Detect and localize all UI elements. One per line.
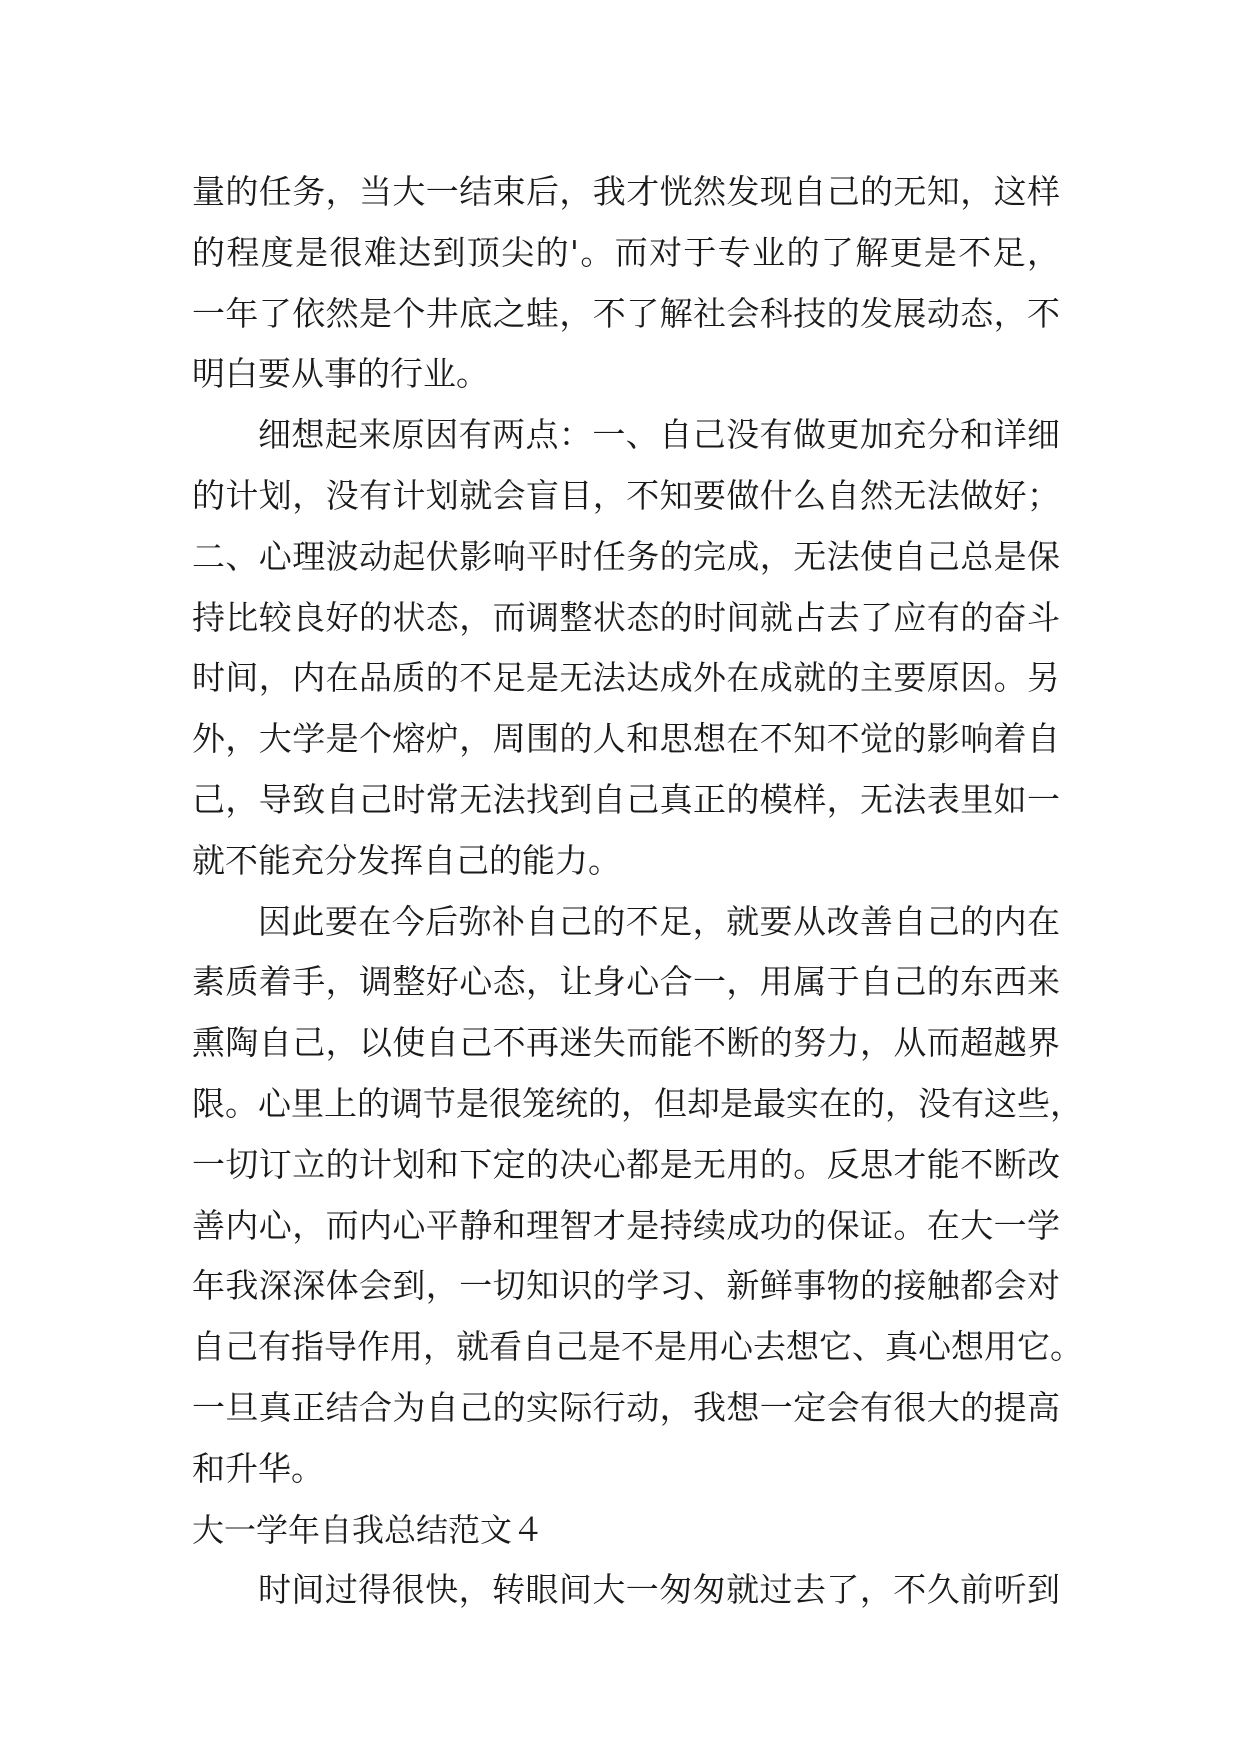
paragraph-line: 素质着手，调整好心态，让身心合一，用属于自己的东西来	[192, 962, 1060, 1002]
paragraph-line: 细想起来原因有两点：一、自己没有做更加充分和详细	[258, 415, 1060, 455]
document-body	[192, 162, 1083, 1621]
paragraph-line: 一切订立的计划和下定的决心都是无用的。反思才能不断改	[192, 1144, 1060, 1184]
paragraph-line: 自己有指导作用，就看自己是不是用心去想它、真心想用它。	[192, 1327, 1083, 1367]
paragraph-line: 和升华。	[192, 1448, 324, 1488]
paragraph-line: 二、心理波动起伏影响平时任务的完成，无法使自己总是保	[192, 536, 1060, 576]
paragraph-line: 善内心，而内心平静和理智才是持续成功的保证。在大一学	[192, 1205, 1060, 1245]
paragraph-line: 限。心里上的调节是很笼统的，但却是最实在的，没有这些，	[192, 1083, 1083, 1123]
paragraph-line: 持比较良好的状态，而调整状态的时间就占去了应有的奋斗	[192, 597, 1060, 637]
paragraph-line: 一旦真正结合为自己的实际行动，我想一定会有很大的提高	[192, 1387, 1060, 1427]
paragraph-line: 因此要在今后弥补自己的不足，就要从改善自己的内在	[258, 901, 1060, 941]
paragraph-line: 明白要从事的行业。	[192, 354, 489, 394]
paragraph-line: 就不能充分发挥自己的能力。	[192, 840, 621, 880]
paragraph-line: 己，导致自己时常无法找到自己真正的模样，无法表里如一	[192, 779, 1060, 819]
paragraph-line: 外，大学是个熔炉，周围的人和思想在不知不觉的影响着自	[192, 719, 1060, 759]
paragraph-line: 的程度是很难达到顶尖的'。而对于专业的了解更是不足，	[192, 232, 1060, 272]
paragraph-line: 一年了依然是个井底之蛙，不了解社会科技的发展动态，不	[192, 293, 1060, 333]
paragraph-line: 熏陶自己，以使自己不再迷失而能不断的努力，从而超越界	[192, 1023, 1060, 1063]
paragraph-line: 年我深深体会到，一切知识的学习、新鲜事物的接触都会对	[192, 1266, 1060, 1306]
paragraph-line: 时间过得很快，转眼间大一匆匆就过去了，不久前听到	[258, 1570, 1060, 1610]
paragraph-line: 时间，内在品质的不足是无法达成外在成就的主要原因。另	[192, 658, 1060, 698]
paragraph-line: 量的任务，当大一结束后，我才恍然发现自己的无知，这样	[192, 172, 1060, 211]
section-heading: 大一学年自我总结范文４	[192, 1510, 545, 1549]
paragraph-line: 的计划，没有计划就会盲目，不知要做什么自然无法做好；	[192, 475, 1060, 515]
